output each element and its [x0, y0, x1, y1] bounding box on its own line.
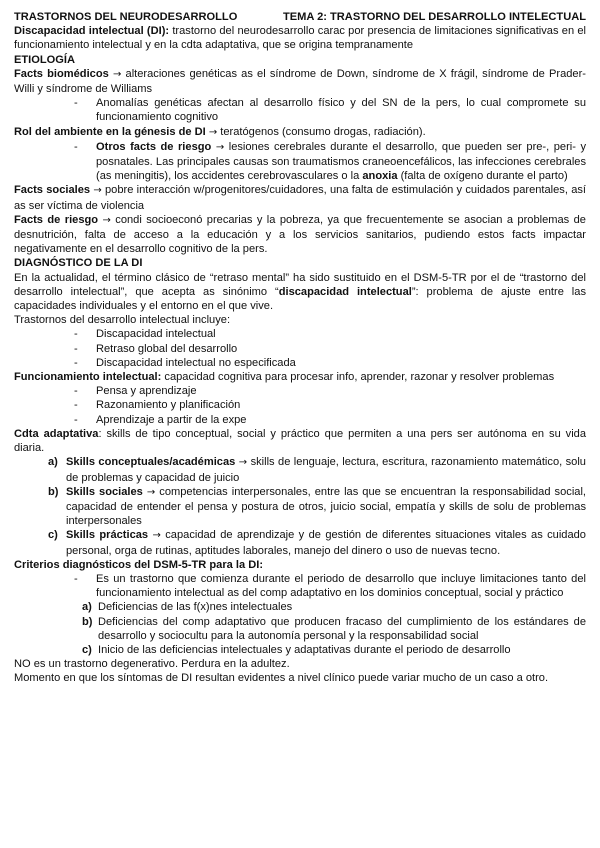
riesgo-paragraph — [14, 213, 586, 257]
diagnostico-bold: discapacidad intelectual — [278, 285, 412, 298]
funcionamiento-text: capacidad cognitiva para procesar info, aprender, razonar y resolver problemas — [161, 371, 555, 384]
list-item: - Discapacidad intelectual no especificada — [14, 356, 586, 370]
list-item: - Retraso global del desarrollo — [14, 342, 586, 356]
list-marker: c) — [82, 643, 92, 656]
list-item: - Discapacidad intelectual — [14, 327, 586, 341]
list-item — [14, 455, 586, 484]
intro-text: trastorno del neurodesarrollo carac por presencia de limitaciones significativas en el funcionamiento intelectual y en la cdta adaptativa, que se origina tempranamente — [14, 25, 587, 52]
criterios-list — [14, 572, 586, 600]
list-marker: a) — [82, 601, 92, 614]
ambiente-list — [14, 140, 586, 184]
note-momento: Momento en que los síntomas de DI resultan evidentes a nivel clínico puede variar mucho de un caso a otro. — [14, 672, 549, 685]
list-item — [14, 528, 586, 557]
list-item — [14, 643, 586, 657]
cdta-paragraph — [14, 427, 586, 455]
list-item: - Razonamiento y planificación — [14, 398, 586, 412]
list-marker: a) — [48, 456, 58, 469]
intro-term: Discapacidad intelectual (DI): — [14, 25, 170, 38]
page-header — [14, 10, 586, 24]
biomedicos-paragraph — [14, 67, 586, 96]
skill-term: Skills prácticas — [66, 529, 149, 542]
riesgo-text: condi socioeconó precarias y la pobreza, ya que frecuentemente se asocian a problemas de desnutrición, falta de acceso a la educación y a los servicios sanitarios, pudiendo estos facts impactar negativamente en el desarrollo cognitivo de la pers. — [14, 213, 586, 256]
list-item — [14, 600, 586, 614]
otros-term: Otros facts de riesgo — [96, 140, 212, 153]
diagnostico-heading-text: DIAGNÓSTICO DE LA DI — [14, 257, 143, 270]
diagnostico-heading — [14, 256, 586, 270]
list-marker: b) — [82, 615, 93, 628]
criterios-heading-text: Criterios diagnósticos del DSM-5-TR para la DI: — [14, 558, 264, 571]
ambiente-paragraph — [14, 125, 586, 140]
skills-list — [14, 455, 586, 557]
header-left: TRASTORNOS DEL NEURODESARROLLO — [14, 11, 238, 23]
otros-text-end: (falta de oxígeno durante el parto) — [397, 170, 568, 183]
list-item — [14, 140, 586, 184]
biomedicos-term: Facts biomédicos — [14, 67, 109, 80]
skill-term: Skills conceptuales/académicas — [66, 456, 236, 469]
skill-text: capacidad de aprendizaje y de gestión de diferentes situaciones vitales as cuidado personal, orga de rutinas, aptitudes laborales, manejo del dinero o uso de nuevas tecno. — [66, 529, 586, 557]
criterios-heading — [14, 558, 586, 572]
arrow-icon: → — [208, 126, 218, 138]
otros-bold: anoxia — [362, 170, 398, 183]
sociales-paragraph — [14, 183, 586, 212]
skill-text: skills de lenguaje, lectura, escritura, razonamiento matemático, solu de problemas y capacidad de juicio — [66, 456, 586, 484]
biomedicos-list — [14, 96, 586, 124]
tipos-list — [14, 327, 586, 370]
ambiente-text: teratógenos (consumo drogas, radiación). — [217, 125, 426, 138]
arrow-icon: → — [146, 486, 156, 498]
arrow-icon: → — [215, 141, 225, 153]
funcionamiento-term: Funcionamiento intelectual: — [14, 371, 162, 384]
sociales-text: pobre interacción w/progenitores/cuidadores, una falta de estimulación y cuidados parentales, así as ser víctima de violencia — [14, 184, 587, 212]
funcionamiento-paragraph — [14, 370, 586, 384]
cdta-term: Cdta adaptativa — [14, 427, 99, 440]
header-right: TEMA 2: TRASTORNO DEL DESARROLLO INTELECTUAL — [282, 11, 586, 23]
riesgo-term: Facts de riesgo — [14, 213, 99, 226]
criterios-sublist — [14, 600, 586, 657]
list-item — [14, 485, 586, 529]
etiologia-heading — [14, 53, 586, 67]
list-item: - Pensa y aprendizaje — [14, 384, 586, 398]
biomedicos-text: alteraciones genéticas as el síndrome de Down, síndrome de X frágil, síndrome de Prader-Willi y síndrome de Williams — [14, 67, 586, 96]
arrow-icon: → — [152, 530, 161, 542]
ambiente-term: Rol del ambiente en la génesis de DI — [14, 125, 206, 138]
cdta-text: : skills de tipo conceptual, social y práctico que permiten a una pers ser autónoma en su vida diaria. — [14, 427, 587, 455]
skill-text: competencias interpersonales, entre las que se encuentran la responsabilidad social, capacidad de entender el pensa y postura de otros, juicio social, empatía y skills de solu de problemas interpersonales — [66, 485, 586, 528]
criterio-text: Inicio de las deficiencias intelectuales y adaptativas durante el periodo de desarrollo — [98, 643, 511, 656]
list-marker: b) — [48, 485, 59, 498]
list-marker: c) — [48, 529, 58, 542]
funcionamiento-list — [14, 384, 586, 427]
arrow-icon: → — [102, 214, 111, 226]
otros-text: lesiones cerebrales durante el desarrollo, que pueden ser pre-, peri- y posnatales. Las principales causas son traumatismos craneoencefálicos, las infecciones cerebrales (as meningitis), los accidentes cerebrovasculares o la — [96, 140, 586, 183]
sociales-term: Facts sociales — [14, 184, 91, 197]
diagnostico-text-end: ”: problema de ajuste entre las capacidades individuales y el entorno en el que vive. — [14, 285, 586, 313]
intro-paragraph — [14, 24, 586, 52]
etiologia-heading-text: ETIOLOGÍA — [14, 53, 76, 66]
list-item — [14, 615, 586, 643]
incluye-line: Trastornos del desarrollo intelectual incluye: — [14, 314, 231, 327]
criterio-text: Deficiencias de las f(x)nes intelectuales — [98, 601, 293, 614]
criterio-text: Deficiencias del comp adaptativo que producen fracaso del cumplimiento de los estándares de desarrollo y sociocultu para la autonomía personal y la responsabilidad social — [98, 615, 586, 642]
skill-term: Skills sociales — [66, 485, 143, 498]
diagnostico-paragraph — [14, 271, 586, 314]
list-item: - Es un trastorno que comienza durante el periodo de desarrollo que incluye limitaciones tanto del funcionamiento intelectual as del comp adaptativo en los dominios conceptual, social y práctico — [14, 572, 586, 600]
diagnostico-text: En la actualidad, el término clásico de “retraso mental” ha sido sustituido en el DSM-5-TR por el de “trastorno del desarrollo intelectual”, que acepta as sinónimo “ — [14, 271, 586, 298]
arrow-icon: → — [238, 457, 248, 469]
arrow-icon: → — [93, 185, 102, 197]
list-item: - Aprendizaje a partir de la expe — [14, 413, 586, 427]
list-item: - Anomalías genéticas afectan al desarrollo físico y del SN de la pers, lo cual compromete su funcionamiento cognitivo — [14, 96, 586, 124]
note-degenerativo: NO es un trastorno degenerativo. Perdura en la adultez. — [14, 658, 290, 671]
arrow-icon: → — [112, 68, 122, 80]
